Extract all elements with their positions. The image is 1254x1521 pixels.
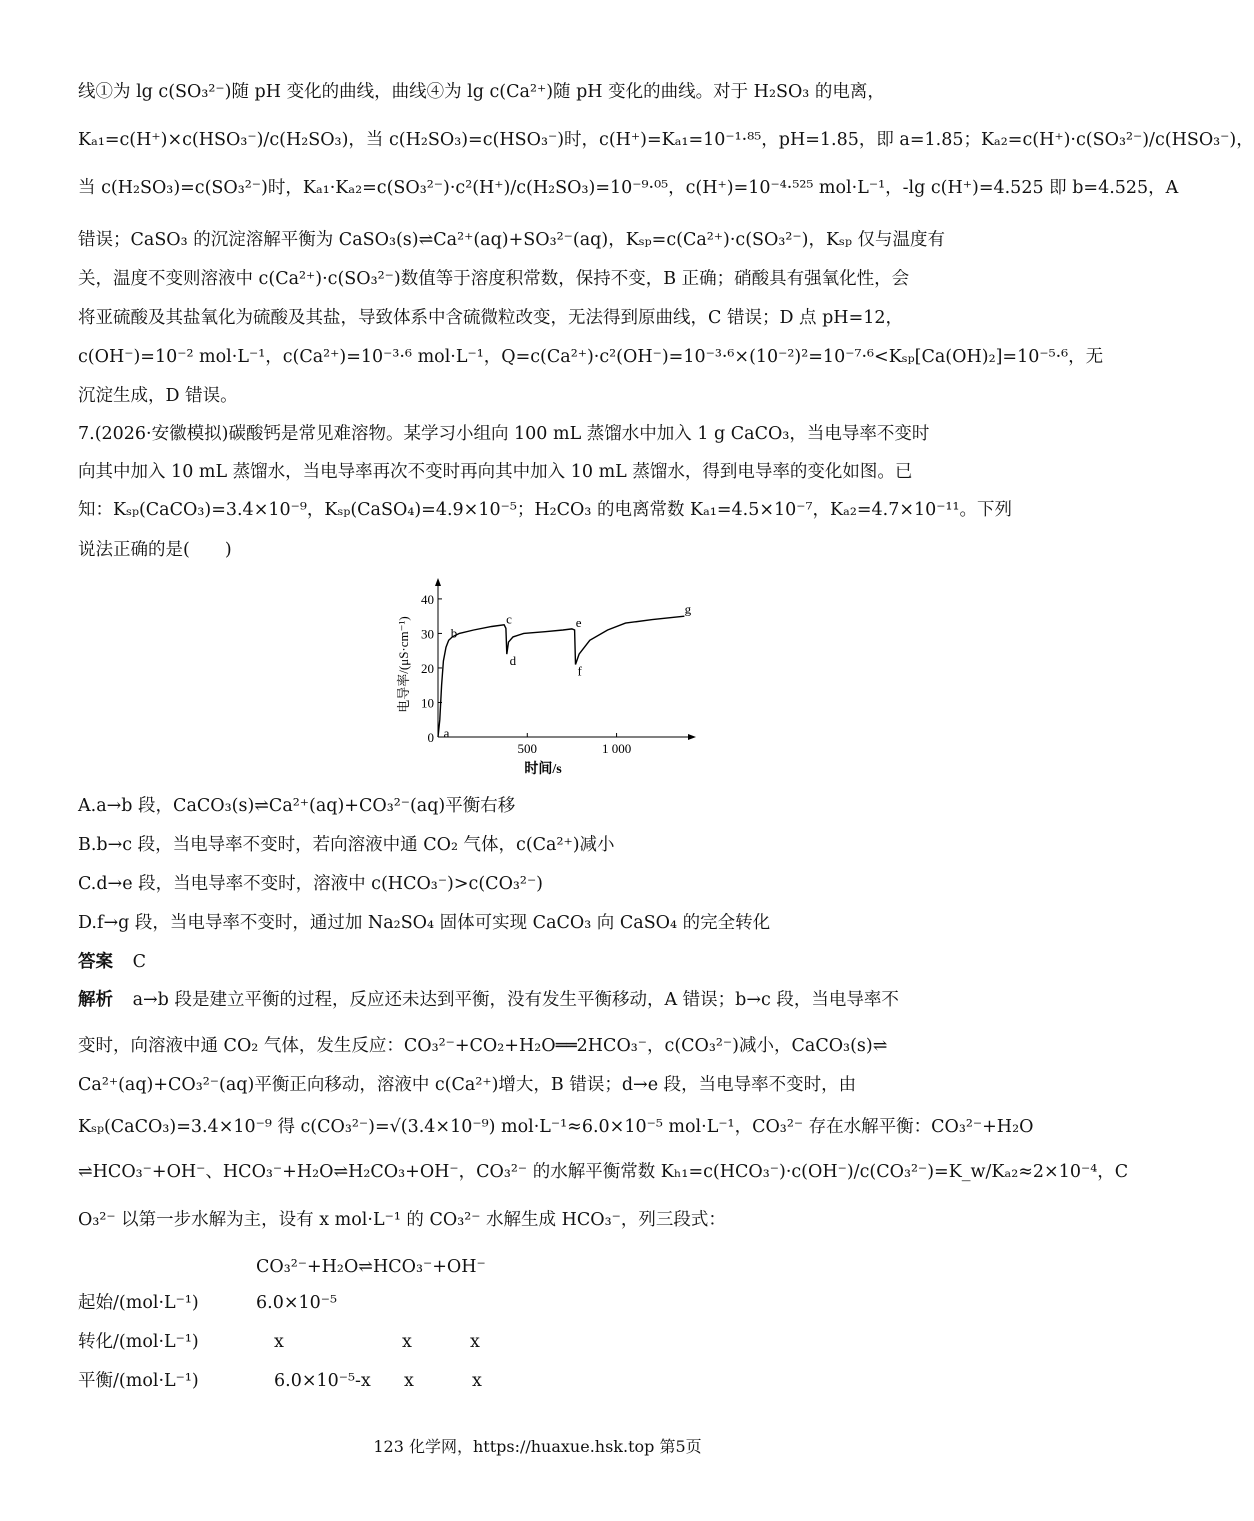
text-line-1: 线①为 lg c(SO₃²⁻)随 pH 变化的曲线，曲线④为 lg c(Ca²⁺)随 pH 变化的曲线。对于 H₂SO₃ 的电离， [78,82,885,102]
analysis-line-4: Kₛₚ(CaCO₃)=3.4×10⁻⁹ 得 c(CO₃²⁻)=√(3.4×10⁻⁹) mol·L⁻¹≈6.0×10⁻⁵ mol·L⁻¹，CO₃²⁻ 存在水解平衡：CO₃²⁻+H₂O [78,1117,1034,1137]
option-d: D.f→g 段，当电导率不变时，通过加 Na₂SO₄ 固体可实现 CaCO₃ 向 CaSO₄ 的完全转化 [78,913,771,933]
answer-value: C [132,952,146,972]
y-tick-label: 40 [421,591,434,607]
question-7-line-1: 7.(2026·安徽模拟)碳酸钙是常见难溶物。某学习小组向 100 mL 蒸馏水中加入 1 g CaCO₃，当电导率不变时 [78,424,930,444]
question-7-line-3: 知：Kₛₚ(CaCO₃)=3.4×10⁻⁹，Kₛₚ(CaSO₄)=4.9×10⁻⁵；H₂CO₃ 的电离常数 Kₐ₁=4.5×10⁻⁷，Kₐ₂=4.7×10⁻¹¹。下列 [78,500,1013,520]
analysis-line-1: a→b 段是建立平衡的过程，反应还未达到平衡，没有发生平衡移动，A 错误；b→c 段，当电导率不 [132,990,899,1010]
point-label-g: g [684,601,692,617]
y-axis-arrow [435,578,441,586]
x-tick-label: 500 [517,741,538,756]
table-cell: x [274,1332,284,1352]
answer-label: 答案 [78,952,113,972]
analysis-label: 解析 [78,990,113,1010]
table-row-label: 转化/(mol·L⁻¹) [78,1332,199,1352]
table-equation: CO₃²⁻+H₂O⇌HCO₃⁻+OH⁻ [256,1257,486,1277]
question-7-line-4: 说法正确的是( ) [78,540,232,560]
table-cell: x [404,1371,414,1391]
analysis-row-1 [78,988,899,1012]
option-b: B.b→c 段，当电导率不变时，若向溶液中通 CO₂ 气体，c(Ca²⁺)减小 [78,835,615,855]
answer-row [78,950,146,974]
text-line-7: c(OH⁻)=10⁻² mol·L⁻¹，c(Ca²⁺)=10⁻³·⁶ mol·L⁻¹，Q=c(Ca²⁺)·c²(OH⁻)=10⁻³·⁶×(10⁻²)²=10⁻⁷·⁶<Kₛₚ[Ca(OH)₂]=10⁻⁵·⁶，无 [78,347,1104,367]
table-cell: 6.0×10⁻⁵ [256,1293,338,1313]
point-label-d: d [509,653,517,669]
x-axis-label: 时间/s [524,762,562,777]
text-line-8: 沉淀生成，D 错误。 [78,386,238,406]
question-7-line-2: 向其中加入 10 mL 蒸馏水，当电导率再次不变时再向其中加入 10 mL 蒸馏水，得到电导率的变化如图。已 [78,462,913,482]
point-label-a: a [443,725,450,741]
point-label-e: e [575,615,582,631]
y-tick-label: 10 [421,695,434,711]
y-tick-label: 20 [421,660,434,676]
y-tick-label: 30 [421,626,434,642]
table-cell: 6.0×10⁻⁵-x [274,1371,371,1391]
text-line-5: 关，温度不变则溶液中 c(Ca²⁺)·c(SO₃²⁻)数值等于溶度积常数，保持不变，B 正确；硝酸具有强氧化性，会 [78,269,910,289]
point-label-c: c [506,611,512,627]
analysis-line-5: ⇌HCO₃⁻+OH⁻、HCO₃⁻+H₂O⇌H₂CO₃+OH⁻，CO₃²⁻ 的水解平衡常数 Kₕ₁=c(HCO₃⁻)·c(OH⁻)/c(CO₃²⁻)=K_w/Kₐ₂≈2×10⁻⁴，C [78,1162,1129,1182]
y-axis-label: 电导率/(μS·cm⁻¹) [396,616,411,713]
text-line-4: 错误；CaSO₃ 的沉淀溶解平衡为 CaSO₃(s)⇌Ca²⁺(aq)+SO₃²⁻(aq)，Kₛₚ=c(Ca²⁺)·c(SO₃²⁻)，Kₛₚ 仅与温度有 [78,230,946,250]
table-cell: x [472,1371,482,1391]
text-line-6: 将亚硫酸及其盐氧化为硫酸及其盐，导致体系中含硫微粒改变，无法得到原曲线，C 错误；D 点 pH=12， [78,308,904,328]
point-label-f: f [577,663,582,679]
analysis-line-6: O₃²⁻ 以第一步水解为主，设有 x mol·L⁻¹ 的 CO₃²⁻ 水解生成 HCO₃⁻，列三段式： [78,1210,726,1230]
series-line [438,616,684,737]
x-tick-label: 1 000 [601,741,632,756]
y-tick-label: 0 [427,730,434,745]
table-row-label: 平衡/(mol·L⁻¹) [78,1371,199,1391]
table-cell: x [470,1332,480,1352]
text-line-3: 当 c(H₂SO₃)=c(SO₃²⁻)时，Kₐ₁·Kₐ₂=c(SO₃²⁻)·c²(H⁺)/c(H₂SO₃)=10⁻⁹·⁰⁵，c(H⁺)=10⁻⁴·⁵²⁵ mol·L⁻¹，-lg c(H⁺)=4.525 即 b=4.525，A [78,178,1179,198]
page-footer: 123 化学网，https://huaxue.hsk.top 第5页 [373,1437,702,1456]
option-a: A.a→b 段，CaCO₃(s)⇌Ca²⁺(aq)+CO₃²⁻(aq)平衡右移 [78,796,516,816]
text-line-2: Kₐ₁=c(H⁺)×c(HSO₃⁻)/c(H₂SO₃)，当 c(H₂SO₃)=c(HSO₃⁻)时，c(H⁺)=Kₐ₁=10⁻¹·⁸⁵，pH=1.85，即 a=1.85；Kₐ₂=c(H⁺)·c(SO₃²⁻)/c(HSO₃⁻)， [78,130,1254,150]
conductivity-chart [390,580,700,775]
x-axis-arrow [688,734,696,740]
table-row-label: 起始/(mol·L⁻¹) [78,1293,199,1313]
analysis-line-2: 变时，向溶液中通 CO₂ 气体，发生反应：CO₃²⁻+CO₂+H₂O══2HCO₃⁻，c(CO₃²⁻)减小，CaCO₃(s)⇌ [78,1036,888,1056]
point-label-b: b [450,625,458,641]
table-cell: x [402,1332,412,1352]
option-c: C.d→e 段，当电导率不变时，溶液中 c(HCO₃⁻)>c(CO₃²⁻) [78,874,544,894]
analysis-line-3: Ca²⁺(aq)+CO₃²⁻(aq)平衡正向移动，溶液中 c(Ca²⁺)增大，B 错误；d→e 段，当电导率不变时，由 [78,1075,857,1095]
